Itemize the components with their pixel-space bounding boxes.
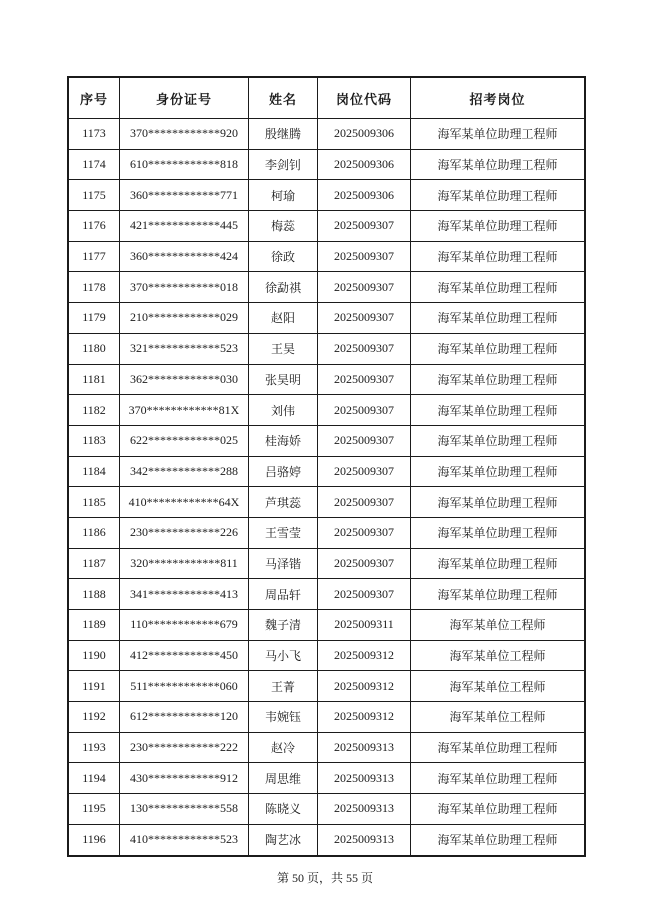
table-row	[68, 425, 585, 456]
cell-position-code: 2025009312	[318, 702, 411, 733]
cell-name: 王雪莹	[249, 517, 318, 548]
cell-position-title: 海军某单位助理工程师	[411, 456, 586, 487]
header-serial: 序号	[68, 77, 120, 119]
cell-serial: 1184	[68, 456, 120, 487]
cell-id-number: 511************060	[120, 671, 249, 702]
table-row	[68, 456, 585, 487]
cell-id-number: 360************771	[120, 180, 249, 211]
table-row	[68, 610, 585, 641]
cell-position-title: 海军某单位助理工程师	[411, 425, 586, 456]
table-row	[68, 364, 585, 395]
table-row	[68, 487, 585, 518]
cell-id-number: 110************679	[120, 610, 249, 641]
cell-position-title: 海军某单位工程师	[411, 640, 586, 671]
cell-name: 赵冷	[249, 732, 318, 763]
cell-name: 徐政	[249, 241, 318, 272]
cell-id-number: 370************81X	[120, 395, 249, 426]
cell-position-code: 2025009313	[318, 732, 411, 763]
cell-serial: 1185	[68, 487, 120, 518]
cell-name: 李剑钊	[249, 149, 318, 180]
page-number-text: 第 50 页，共 55 页	[276, 871, 373, 885]
cell-position-title: 海军某单位助理工程师	[411, 763, 586, 794]
table-head	[68, 77, 585, 119]
cell-position-code: 2025009306	[318, 180, 411, 211]
page-footer	[0, 869, 650, 886]
cell-position-title: 海军某单位助理工程师	[411, 732, 586, 763]
cell-position-code: 2025009307	[318, 425, 411, 456]
cell-name: 吕骆婷	[249, 456, 318, 487]
cell-position-code: 2025009311	[318, 610, 411, 641]
table-row	[68, 702, 585, 733]
cell-serial: 1194	[68, 763, 120, 794]
cell-position-code: 2025009307	[318, 456, 411, 487]
cell-id-number: 342************288	[120, 456, 249, 487]
cell-serial: 1196	[68, 824, 120, 855]
cell-position-code: 2025009313	[318, 824, 411, 855]
cell-name: 魏子清	[249, 610, 318, 641]
cell-name: 周品轩	[249, 579, 318, 610]
cell-id-number: 320************811	[120, 548, 249, 579]
cell-position-title: 海军某单位助理工程师	[411, 272, 586, 303]
candidate-table	[67, 76, 586, 857]
cell-position-code: 2025009312	[318, 640, 411, 671]
table-row	[68, 794, 585, 825]
cell-serial: 1195	[68, 794, 120, 825]
cell-serial: 1176	[68, 211, 120, 242]
cell-position-code: 2025009307	[318, 517, 411, 548]
cell-name: 刘伟	[249, 395, 318, 426]
cell-position-title: 海军某单位工程师	[411, 610, 586, 641]
cell-serial: 1191	[68, 671, 120, 702]
header-position-code: 岗位代码	[318, 77, 411, 119]
table-row	[68, 517, 585, 548]
cell-serial: 1186	[68, 517, 120, 548]
table-row	[68, 211, 585, 242]
cell-position-title: 海军某单位助理工程师	[411, 487, 586, 518]
cell-id-number: 421************445	[120, 211, 249, 242]
table-row	[68, 395, 585, 426]
cell-name: 周思维	[249, 763, 318, 794]
cell-position-title: 海军某单位助理工程师	[411, 119, 586, 150]
cell-id-number: 622************025	[120, 425, 249, 456]
cell-serial: 1177	[68, 241, 120, 272]
cell-position-title: 海军某单位助理工程师	[411, 395, 586, 426]
cell-id-number: 362************030	[120, 364, 249, 395]
table-body	[68, 119, 585, 856]
cell-serial: 1173	[68, 119, 120, 150]
cell-position-code: 2025009313	[318, 794, 411, 825]
cell-position-code: 2025009307	[318, 211, 411, 242]
table-row	[68, 303, 585, 334]
header-position-title: 招考岗位	[411, 77, 586, 119]
table-header-row	[68, 77, 585, 119]
cell-serial: 1175	[68, 180, 120, 211]
cell-position-code: 2025009307	[318, 579, 411, 610]
cell-id-number: 341************413	[120, 579, 249, 610]
header-name: 姓名	[249, 77, 318, 119]
cell-name: 韦婉钰	[249, 702, 318, 733]
cell-position-title: 海军某单位助理工程师	[411, 824, 586, 855]
cell-id-number: 360************424	[120, 241, 249, 272]
cell-position-title: 海军某单位助理工程师	[411, 548, 586, 579]
cell-serial: 1193	[68, 732, 120, 763]
table-row	[68, 640, 585, 671]
cell-serial: 1190	[68, 640, 120, 671]
cell-id-number: 412************450	[120, 640, 249, 671]
table-row	[68, 180, 585, 211]
cell-serial: 1180	[68, 333, 120, 364]
cell-position-title: 海军某单位助理工程师	[411, 579, 586, 610]
cell-position-title: 海军某单位工程师	[411, 702, 586, 733]
cell-serial: 1188	[68, 579, 120, 610]
cell-id-number: 230************226	[120, 517, 249, 548]
cell-position-code: 2025009307	[318, 272, 411, 303]
cell-id-number: 370************018	[120, 272, 249, 303]
cell-position-code: 2025009307	[318, 548, 411, 579]
cell-serial: 1183	[68, 425, 120, 456]
cell-id-number: 612************120	[120, 702, 249, 733]
cell-serial: 1181	[68, 364, 120, 395]
table-row	[68, 149, 585, 180]
cell-position-title: 海军某单位助理工程师	[411, 211, 586, 242]
cell-position-code: 2025009307	[318, 487, 411, 518]
cell-position-code: 2025009307	[318, 364, 411, 395]
table-row	[68, 333, 585, 364]
table-row	[68, 763, 585, 794]
cell-name: 王昊	[249, 333, 318, 364]
table-row	[68, 272, 585, 303]
cell-name: 陈晓义	[249, 794, 318, 825]
cell-id-number: 430************912	[120, 763, 249, 794]
cell-position-code: 2025009306	[318, 119, 411, 150]
table-row	[68, 241, 585, 272]
cell-id-number: 370************920	[120, 119, 249, 150]
cell-serial: 1182	[68, 395, 120, 426]
cell-name: 马小飞	[249, 640, 318, 671]
cell-name: 马泽锴	[249, 548, 318, 579]
cell-serial: 1192	[68, 702, 120, 733]
cell-position-code: 2025009312	[318, 671, 411, 702]
cell-position-code: 2025009307	[318, 241, 411, 272]
cell-id-number: 210************029	[120, 303, 249, 334]
cell-name: 芦琪蕊	[249, 487, 318, 518]
cell-id-number: 230************222	[120, 732, 249, 763]
cell-name: 殷继腾	[249, 119, 318, 150]
cell-position-code: 2025009307	[318, 303, 411, 334]
cell-name: 桂海娇	[249, 425, 318, 456]
table-row	[68, 732, 585, 763]
cell-position-title: 海军某单位助理工程师	[411, 517, 586, 548]
cell-name: 柯瑜	[249, 180, 318, 211]
cell-id-number: 410************523	[120, 824, 249, 855]
table-row	[68, 548, 585, 579]
cell-position-code: 2025009313	[318, 763, 411, 794]
cell-position-title: 海军某单位助理工程师	[411, 180, 586, 211]
cell-serial: 1178	[68, 272, 120, 303]
cell-position-title: 海军某单位助理工程师	[411, 364, 586, 395]
cell-name: 梅蕊	[249, 211, 318, 242]
cell-id-number: 321************523	[120, 333, 249, 364]
cell-name: 张昊明	[249, 364, 318, 395]
cell-serial: 1179	[68, 303, 120, 334]
cell-id-number: 130************558	[120, 794, 249, 825]
cell-position-code: 2025009306	[318, 149, 411, 180]
cell-position-title: 海军某单位工程师	[411, 671, 586, 702]
cell-position-title: 海军某单位助理工程师	[411, 149, 586, 180]
cell-id-number: 410************64X	[120, 487, 249, 518]
cell-id-number: 610************818	[120, 149, 249, 180]
cell-name: 徐勐祺	[249, 272, 318, 303]
cell-position-title: 海军某单位助理工程师	[411, 794, 586, 825]
table-row	[68, 824, 585, 855]
table-row	[68, 579, 585, 610]
table-row	[68, 671, 585, 702]
cell-serial: 1174	[68, 149, 120, 180]
cell-serial: 1187	[68, 548, 120, 579]
cell-position-title: 海军某单位助理工程师	[411, 241, 586, 272]
cell-position-title: 海军某单位助理工程师	[411, 333, 586, 364]
cell-serial: 1189	[68, 610, 120, 641]
cell-position-code: 2025009307	[318, 395, 411, 426]
cell-position-code: 2025009307	[318, 333, 411, 364]
cell-name: 赵阳	[249, 303, 318, 334]
header-id-number: 身份证号	[120, 77, 249, 119]
cell-name: 王菁	[249, 671, 318, 702]
cell-name: 陶艺冰	[249, 824, 318, 855]
table-row	[68, 119, 585, 150]
cell-position-title: 海军某单位助理工程师	[411, 303, 586, 334]
